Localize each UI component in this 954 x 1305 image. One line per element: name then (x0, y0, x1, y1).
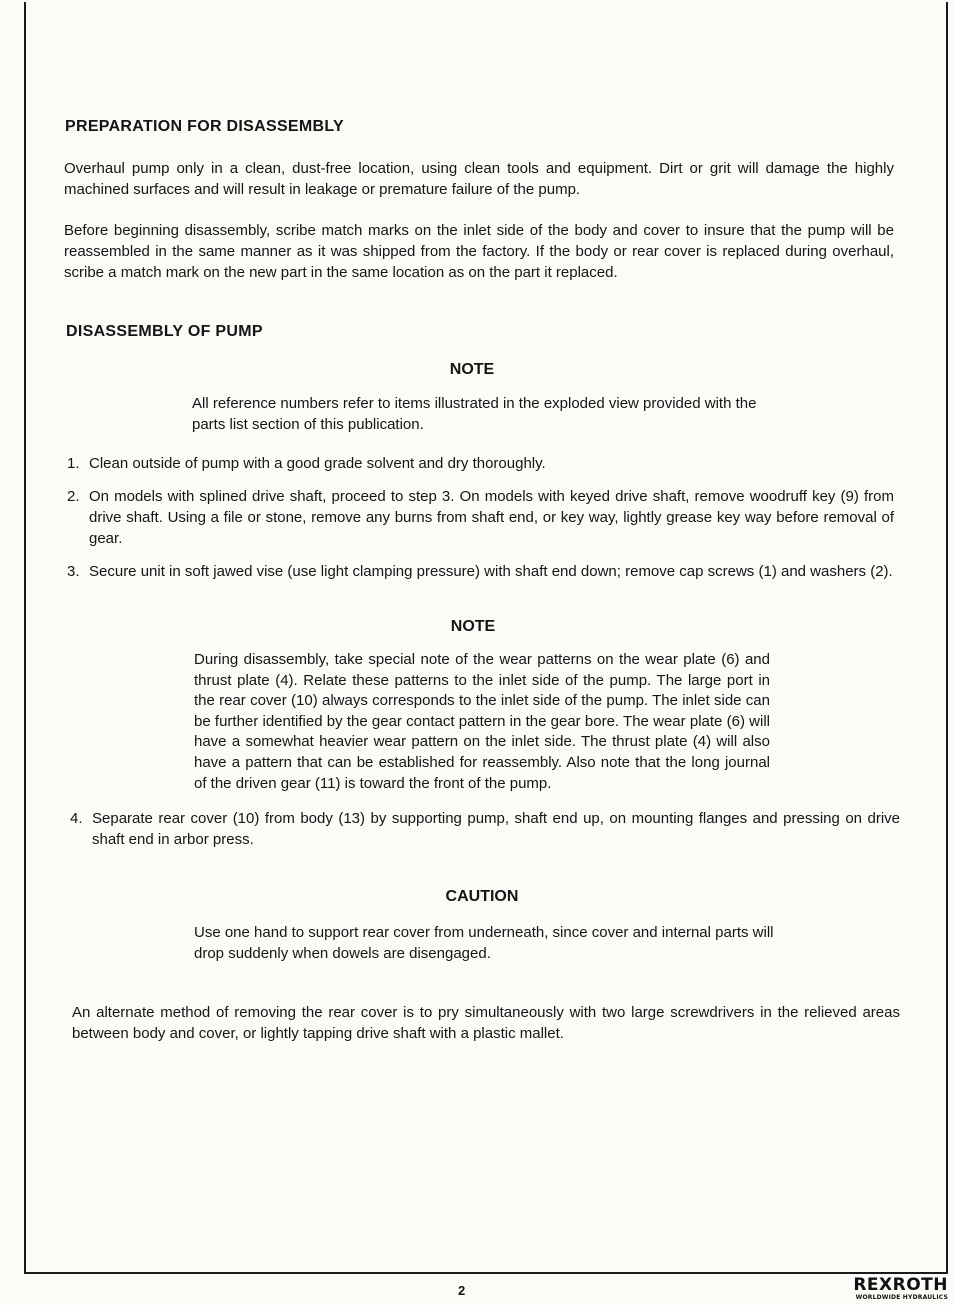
paragraph-overhaul: Overhaul pump only in a clean, dust-free location, using clean tools and equipment. Dirt or grit will damage the highly machined surfaces and will result in leakage or premature failure of the pump. (64, 160, 894, 198)
step-item-2 (67, 486, 894, 549)
step-number: 4. (70, 810, 83, 828)
step-text: Separate rear cover (10) from body (13) by supporting pump, shaft end up, on mounting flanges and pressing on drive shaft end in arbor press. (92, 810, 900, 849)
paragraph-match-marks: Before beginning disassembly, scribe match marks on the inlet side of the body and cover to insure that the pump will be reassembled in the same manner as it was shipped from the factory. If the body or rear cover is replaced during overhaul, scribe a match mark on the new part in the same location as on the part it replaced. (64, 222, 894, 281)
page-number: 2 (458, 1283, 466, 1298)
step-item-4 (70, 808, 900, 850)
step-number: 1. (67, 455, 80, 472)
step-item-3 (67, 561, 894, 582)
step-item-1 (67, 453, 894, 474)
page-content (64, 118, 900, 1044)
section-heading-preparation: PREPARATION FOR DISASSEMBLY (65, 118, 344, 135)
note-title-2: NOTE (450, 618, 496, 635)
paragraph-alternate-method: An alternate method of removing the rear cover is to pry simultaneously with two large screwdrivers in the relieved areas between body and cover, or lightly tapping drive shaft with a plastic mallet. (72, 1004, 900, 1043)
section-heading-disassembly: DISASSEMBLY OF PUMP (66, 323, 263, 340)
brand-logo (853, 1276, 948, 1301)
brand-tagline: WORLDWIDE HYDRAULICS (855, 1294, 948, 1301)
step-text: Secure unit in soft jawed vise (use light clamping pressure) with shaft end down; remove cap screws (1) and washers (2). (89, 563, 893, 580)
note-text-1: All reference numbers refer to items illustrated in the exploded view provided with the parts list section of this publication. (192, 395, 757, 433)
caution-title: CAUTION (445, 888, 519, 906)
brand-name: REXROTH (853, 1275, 948, 1295)
note-text-2: During disassembly, take special note of the wear patterns on the wear plate (6) and thrust plate (4). Relate these patterns to the inlet side of the pump. The large port in the rear cover (10) always corresponds to the inlet side of the pump. The inlet side can be further identified by the gear contact pattern in the gear bore. The wear plate (6) will have a somewhat heavier wear pattern on the inlet side. The thrust plate (4) will also have a pattern that can be established for reassembly. Also note that the long journal of the driven gear (11) is toward the front of the pump. (194, 651, 770, 792)
step-text: On models with splined drive shaft, proceed to step 3. On models with keyed drive shaft, remove woodruff key (9) from drive shaft. Using a file or stone, remove any burns from shaft end, or key way, lightly grease key way before removal of gear. (89, 488, 894, 547)
step-number: 3. (67, 563, 80, 580)
note-title-1: NOTE (449, 361, 495, 378)
step-text: Clean outside of pump with a good grade solvent and dry thoroughly. (89, 455, 546, 472)
caution-text: Use one hand to support rear cover from underneath, since cover and internal parts will drop suddenly when dowels are disengaged. (194, 924, 774, 963)
step-number: 2. (67, 488, 80, 505)
